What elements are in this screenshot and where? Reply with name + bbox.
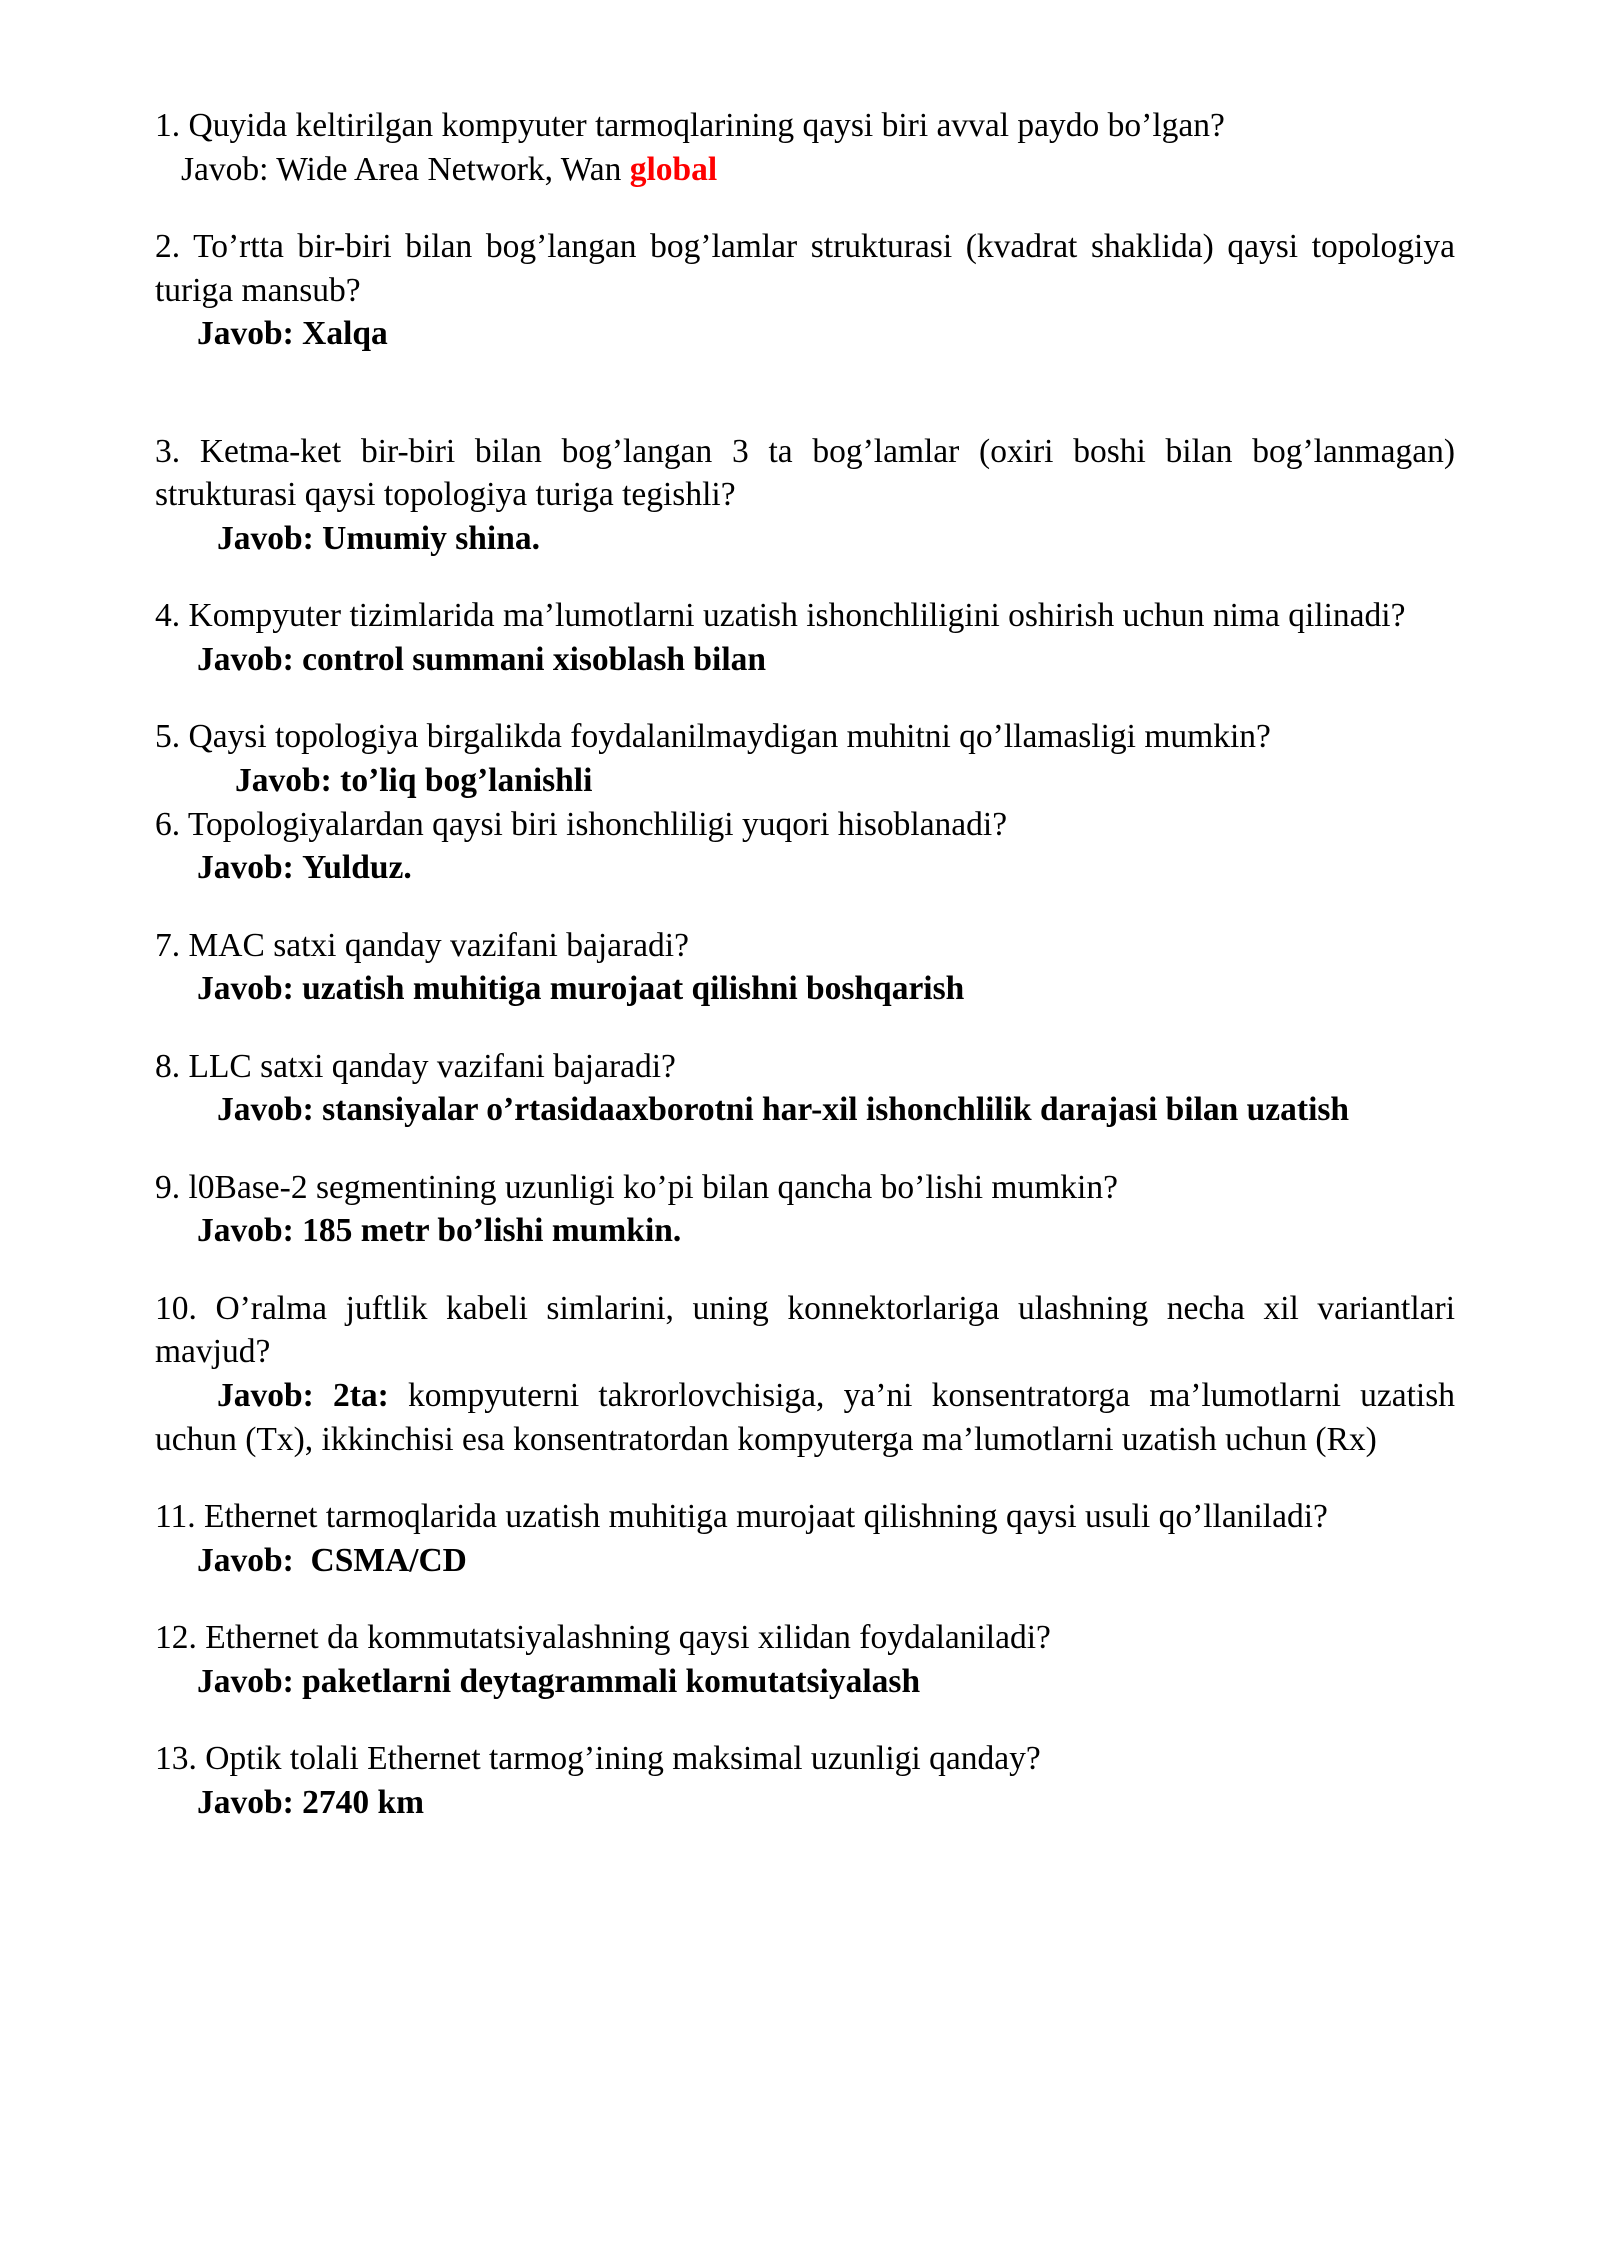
answer-text-5: to’liq bog’lanishli bbox=[340, 762, 593, 800]
paragraph-gap bbox=[155, 1132, 1455, 1166]
answer-text-9: 185 metr bo’lishi mumkin. bbox=[302, 1212, 682, 1250]
question-text-11: Ethernet tarmoqlarida uzatish muhitiga murojaat qilishning qaysi usuli qo’llaniladi? bbox=[204, 1498, 1328, 1536]
paragraph-gap bbox=[155, 1253, 1455, 1287]
question-text-2: To’rtta bir-biri bilan bog’langan bog’lamlar strukturasi (kvadrat shaklida) qaysi topologiya turiga mansub? bbox=[155, 228, 1455, 309]
answer-label-9: Javob: bbox=[197, 1212, 294, 1250]
paragraph-gap bbox=[155, 1461, 1455, 1495]
answer-block-2 bbox=[155, 312, 1455, 356]
question-number-7: 7. bbox=[155, 926, 181, 964]
answer-text-11: CSMA/CD bbox=[310, 1541, 467, 1579]
answer-block-8 bbox=[155, 1088, 1455, 1132]
question-text-8: LLC satxi qanday vazifani bajaradi? bbox=[188, 1047, 676, 1085]
question-text-6: Topologiyalardan qaysi biri ishonchliligi yuqori hisoblanadi? bbox=[187, 805, 1008, 843]
question-block-9 bbox=[155, 1166, 1455, 1210]
answer-label-7: Javob: bbox=[197, 970, 294, 1008]
question-text-5: Qaysi topologiya birgalikda foydalanilmaydigan muhitni qo’llamasligi mumkin? bbox=[188, 718, 1271, 756]
question-block-11 bbox=[155, 1495, 1455, 1539]
question-number-13: 13. bbox=[155, 1740, 197, 1778]
answer-block-13 bbox=[155, 1781, 1455, 1825]
paragraph-gap bbox=[155, 1582, 1455, 1616]
answer-label-5: Javob: bbox=[235, 762, 332, 800]
answer-block-6 bbox=[155, 846, 1455, 890]
question-block-6 bbox=[155, 803, 1455, 847]
paragraph-gap bbox=[155, 191, 1455, 225]
answer-label-10: Javob: 2ta: bbox=[217, 1377, 389, 1415]
question-block-7 bbox=[155, 924, 1455, 968]
question-block-10 bbox=[155, 1287, 1455, 1374]
answer-label-12: Javob: bbox=[197, 1662, 294, 1700]
answer-block-4 bbox=[155, 638, 1455, 682]
document-body bbox=[155, 104, 1455, 1824]
question-block-1 bbox=[155, 104, 1455, 191]
question-block-8 bbox=[155, 1045, 1455, 1089]
answer-block-10 bbox=[155, 1374, 1455, 1461]
question-number-5: 5. bbox=[155, 718, 181, 756]
answer-label-6: Javob: bbox=[197, 849, 294, 887]
answer-text-4: control summani xisoblash bilan bbox=[302, 640, 767, 678]
question-text-7: MAC satxi qanday vazifani bajaradi? bbox=[188, 926, 689, 964]
question-block-3 bbox=[155, 430, 1455, 517]
question-block-5 bbox=[155, 715, 1455, 759]
question-text-4: Kompyuter tizimlarida ma’lumotlarni uzatish ishonchliligini oshirish uchun nima qilinadi? bbox=[188, 597, 1406, 635]
answer-highlight-1: global bbox=[629, 150, 718, 188]
paragraph-gap bbox=[155, 681, 1455, 715]
answer-block-9 bbox=[155, 1209, 1455, 1253]
question-number-6: 6. bbox=[155, 805, 181, 843]
paragraph-gap bbox=[155, 356, 1455, 430]
paragraph-gap bbox=[155, 1011, 1455, 1045]
answer-text-8: stansiyalar o’rtasidaaxborotni har-xil ishonchlilik darajasi bilan uzatish bbox=[322, 1091, 1350, 1129]
question-number-12: 12. bbox=[155, 1619, 197, 1657]
answer-text-13: 2740 km bbox=[302, 1783, 425, 1821]
question-text-9: l0Base-2 segmentining uzunligi ko’pi bilan qancha bo’lishi mumkin? bbox=[188, 1168, 1118, 1206]
question-text-13: Optik tolali Ethernet tarmog’ining maksimal uzunligi qanday? bbox=[205, 1740, 1041, 1778]
answer-text-3: Umumiy shina. bbox=[322, 519, 540, 557]
question-number-10: 10. bbox=[155, 1289, 197, 1327]
question-block-12 bbox=[155, 1616, 1455, 1660]
question-number-2: 2. bbox=[155, 228, 181, 266]
paragraph-gap bbox=[155, 890, 1455, 924]
question-block-4 bbox=[155, 594, 1455, 638]
paragraph-gap bbox=[155, 1703, 1455, 1737]
answer-block-12 bbox=[155, 1660, 1455, 1704]
answer-block-7 bbox=[155, 967, 1455, 1011]
question-text-10: O’ralma juftlik kabeli simlarini, uning konnektorlariga ulashning necha xil variantlari mavjud? bbox=[155, 1289, 1456, 1371]
answer-block-3 bbox=[155, 517, 1455, 561]
paragraph-gap bbox=[155, 560, 1455, 594]
question-number-11: 11. bbox=[155, 1498, 196, 1536]
answer-label-1: Javob: bbox=[181, 150, 269, 188]
answer-label-2: Javob: bbox=[197, 315, 294, 353]
question-number-4: 4. bbox=[155, 597, 181, 635]
answer-text-1: Wide Area Network, Wan bbox=[276, 150, 622, 188]
question-block-2 bbox=[155, 225, 1455, 312]
answer-text-2: Xalqa bbox=[302, 315, 388, 353]
answer-label-3: Javob: bbox=[217, 519, 314, 557]
answer-text-7: uzatish muhitiga murojaat qilishni boshqarish bbox=[302, 970, 965, 1008]
answer-label-13: Javob: bbox=[197, 1783, 294, 1821]
question-block-13 bbox=[155, 1737, 1455, 1781]
answer-label-8: Javob: bbox=[217, 1091, 314, 1129]
answer-text-10: kompyuterni takrorlovchisiga, ya’ni konsentratorga ma’lumotlarni uzatish uchun (Tx), ikkinchisi esa konsentratordan kompyuterga ma’lumotlarni uzatish uchun (Rx) bbox=[155, 1377, 1455, 1458]
question-text-1: Quyida keltirilgan kompyuter tarmoqlarining qaysi biri avval paydo bo’lgan? bbox=[188, 107, 1225, 144]
question-text-3: Ketma-ket bir-biri bilan bog’langan 3 ta bog’lamlar (oxiri boshi bilan bog’lanmagan) strukturasi qaysi topologiya turiga tegishli? bbox=[155, 432, 1455, 514]
answer-block-5 bbox=[155, 759, 1455, 803]
answer-label-11: Javob: bbox=[197, 1541, 294, 1579]
question-number-1: 1. bbox=[155, 107, 181, 144]
question-text-12: Ethernet da kommutatsiyalashning qaysi xilidan foydalaniladi? bbox=[205, 1619, 1051, 1657]
question-number-3: 3. bbox=[155, 432, 181, 470]
question-number-9: 9. bbox=[155, 1168, 181, 1206]
question-number-8: 8. bbox=[155, 1047, 181, 1085]
answer-text-6: Yulduz. bbox=[302, 849, 412, 887]
answer-label-4: Javob: bbox=[197, 640, 294, 678]
answer-text-12: paketlarni deytagrammali komutatsiyalash bbox=[302, 1662, 921, 1700]
answer-block-11 bbox=[155, 1539, 1455, 1583]
